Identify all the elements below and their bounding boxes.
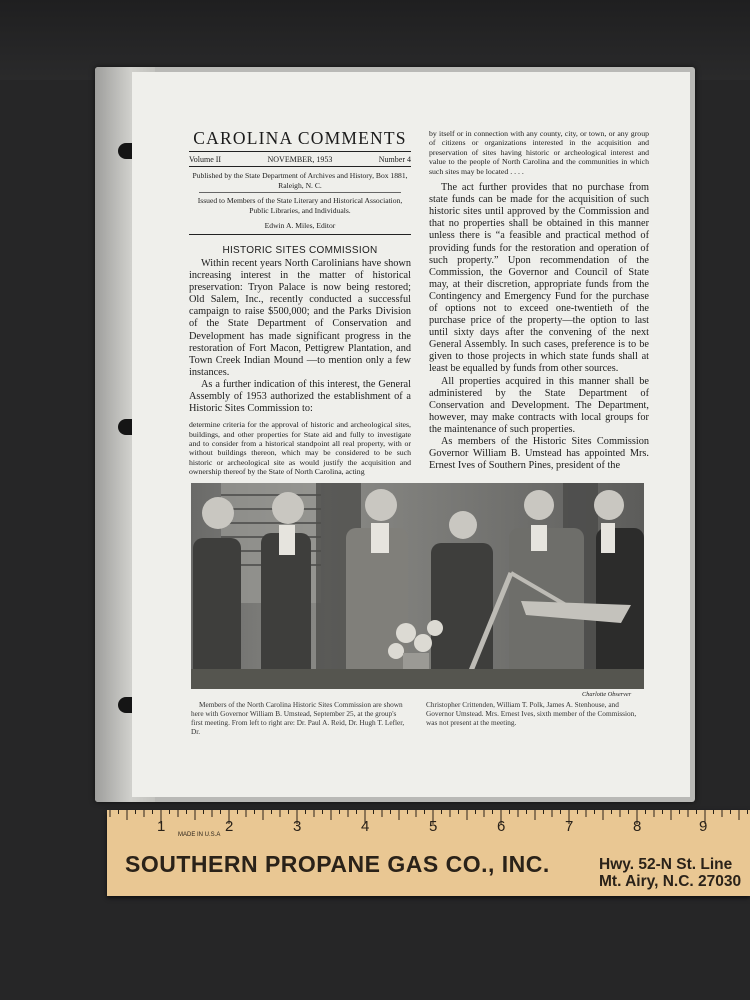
paragraph: The act further provides that no purchase from state funds can be made for the acquisition of such historic sites until approved by the Commission and that no properties shall be obtained in this manner unless there is “a feasible and practical method of providing funds for the restoration and operation of such property.” Upon recommendation of the Commission, the Governor and Council of State may, at their discretion, appropriate funds from the Contingency and Emergency Fund for the purchase of options not to exceed one-twentieth of the purchase price of the property—the option to last until sixty days after the convening of the next General Assembly. In such cases, preference is to be given to those projects in which state funds shall at least be equalled by funds from other sources.	[429, 182, 649, 375]
issue-number: Number 4	[378, 155, 411, 164]
masthead-rule	[189, 151, 411, 152]
ruler-number: 9	[699, 818, 708, 835]
article-heading: HISTORIC SITES COMMISSION	[222, 245, 378, 256]
ruler-company-name: SOUTHERN PROPANE GAS CO., INC.	[125, 851, 550, 877]
editor-line: Edwin A. Miles, Editor	[264, 221, 336, 230]
issue-line	[189, 155, 411, 164]
wooden-ruler	[107, 810, 750, 896]
paragraph: Within recent years North Carolinians have shown increasing interest in the matter of historical preservation: Tryon Palace is now being restored; Old Salem, Inc., recently conducted a successful campaign to raise $500,000; and the Parks Division of the State Department of Conservation and Development has made significant progress in the restoration of Fort Macon, Pettigrew Plantation, and Town Creek Indian Mound —to mention only a few instances.	[189, 258, 411, 378]
commission-photo	[191, 483, 644, 689]
newsletter-page	[132, 72, 690, 797]
ruler-number: 1	[157, 818, 166, 835]
left-column	[189, 258, 411, 477]
issue-date: NOVEMBER, 1953	[267, 155, 333, 164]
statute-quote-continued: by itself or in connection with any county, city, or town, or any group of citizens or organizations interested in the acquisition and preservation of sites having historic or archeological interest and value to the people of North Carolina and the communities in which such sites may be located . . . .	[429, 129, 649, 176]
paragraph: As members of the Historic Sites Commission Governor William B. Umstead has appointed Mrs. Ernest Ives of Southern Pines, president of the	[429, 436, 649, 472]
masthead-bottom-rule	[189, 234, 411, 235]
made-in-label: MADE IN U.S.A	[178, 832, 221, 838]
statute-quote: determine criteria for the approval of historic and archeological sites, buildings, and other properties for State aid and fully to investigate and to consider from a historical standpoint all real property, with or without buildings thereon, which may be considered to be such historic or archeological site as would justify the acquisition and ownership thereof by the State of North Carolina, acting	[189, 420, 411, 477]
volume-label: Volume II	[189, 155, 222, 164]
ruler-number: 3	[293, 818, 302, 835]
ruler-address	[599, 856, 741, 890]
address-line: Hwy. 52-N St. Line	[599, 856, 733, 873]
masthead-title: CAROLINA COMMENTS	[193, 128, 407, 148]
ruler-number: 6	[497, 818, 506, 835]
ruler-number: 2	[225, 818, 234, 835]
photo-caption-right: Christopher Crittenden, William T. Polk, James A. Stenhouse, and Governor Umstead. Mrs. Ernest Ives, sixth member of the Commission, was not present at the meeting.	[426, 700, 637, 728]
masthead-rule	[189, 166, 411, 167]
ruler-number: 8	[633, 818, 642, 835]
photo-caption-left: Members of the North Carolina Historic Sites Commission are shown here with Governor William B. Umstead, September 25, at the group's first meeting. From left to right are: Dr. Paul A. Reid, Dr. Hugh T. Lefler, Dr.	[191, 700, 405, 737]
paragraph: As a further indication of this interest, the General Assembly of 1953 authorized the establishment of a Historic Sites Commission to:	[189, 378, 411, 415]
publisher-line: Published by the State Department of Archives and History, Box 1881, Raleigh, N. C.	[192, 171, 408, 190]
paragraph: All properties acquired in this manner shall be administered by the State Department of Conservation and Development. The Department, however, may make contracts with local groups for the maintenance of such properties.	[429, 375, 649, 435]
photo-credit: Charlotte Observer	[582, 691, 632, 698]
ruler-number: 5	[429, 818, 438, 835]
distribution-line: Issued to Members of the State Literary and Historical Association, Public Libraries, and Individuals.	[197, 196, 403, 215]
ruler-number: 7	[565, 818, 574, 835]
photo-illustration	[191, 483, 644, 689]
ruler-number: 4	[361, 818, 370, 835]
address-line: Mt. Airy, N.C. 27030	[599, 873, 742, 890]
right-column	[429, 129, 649, 472]
masthead-divider	[199, 192, 401, 193]
